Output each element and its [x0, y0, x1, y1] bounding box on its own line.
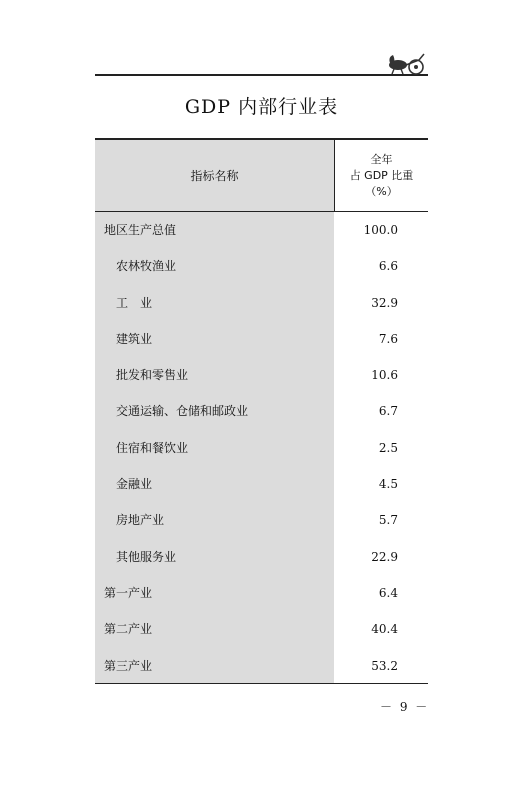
- page-title: GDP 内部行业表: [184, 96, 339, 118]
- row-label: 地区生产总值: [104, 223, 177, 237]
- table-row: [95, 539, 428, 575]
- table-row: [95, 466, 428, 502]
- table-row: [95, 321, 428, 357]
- row-value: 5.7: [378, 513, 398, 528]
- table-row: [95, 648, 428, 684]
- table-row: [95, 393, 428, 429]
- header-share-line2: 占 GDP 比重: [349, 168, 414, 182]
- row-label: 第一产业: [104, 585, 153, 600]
- row-value: 53.2: [371, 658, 398, 673]
- row-value: 2.5: [378, 440, 398, 455]
- header-share-line1: 全年: [370, 152, 393, 166]
- row-value: 100.0: [363, 223, 398, 237]
- row-label: 农林牧渔业: [116, 259, 177, 274]
- logo-icon: [386, 51, 428, 75]
- row-label: 金融业: [116, 477, 153, 492]
- header-share: [335, 140, 428, 211]
- page-number: － 9 －: [380, 700, 430, 714]
- table-row: [95, 575, 428, 611]
- row-value: 32.9: [371, 295, 398, 310]
- row-value: 40.4: [371, 622, 398, 637]
- row-value: 6.4: [378, 585, 398, 600]
- table-bottom-rule: [95, 683, 428, 684]
- row-label: 工 业: [116, 295, 153, 310]
- table-row: [95, 248, 428, 284]
- header-share-line3: （%）: [365, 184, 398, 198]
- row-value: 7.6: [378, 331, 398, 346]
- row-label: 交通运输、仓储和邮政业: [116, 404, 249, 419]
- row-value: 10.6: [371, 368, 398, 383]
- row-label: 批发和零售业: [116, 368, 189, 383]
- row-label: 建筑业: [116, 331, 153, 346]
- row-value: 4.5: [378, 477, 398, 492]
- table-row: [95, 611, 428, 647]
- row-label: 住宿和餐饮业: [116, 440, 189, 455]
- row-value: 22.9: [371, 549, 398, 564]
- table-row: [95, 285, 428, 321]
- row-label: 第三产业: [104, 658, 153, 673]
- row-label: 房地产业: [116, 513, 165, 528]
- table-row: [95, 430, 428, 466]
- table-body: [95, 212, 428, 684]
- header-indicator: 指标名称: [95, 140, 334, 211]
- table-row: [95, 357, 428, 393]
- row-value: 6.6: [378, 259, 398, 274]
- table-row: [95, 502, 428, 538]
- row-label: 其他服务业: [116, 549, 177, 564]
- table-row: [95, 212, 428, 248]
- row-value: 6.7: [378, 404, 398, 419]
- table-header: [95, 140, 428, 211]
- row-label: 第二产业: [104, 622, 153, 637]
- header-rule: [95, 74, 428, 76]
